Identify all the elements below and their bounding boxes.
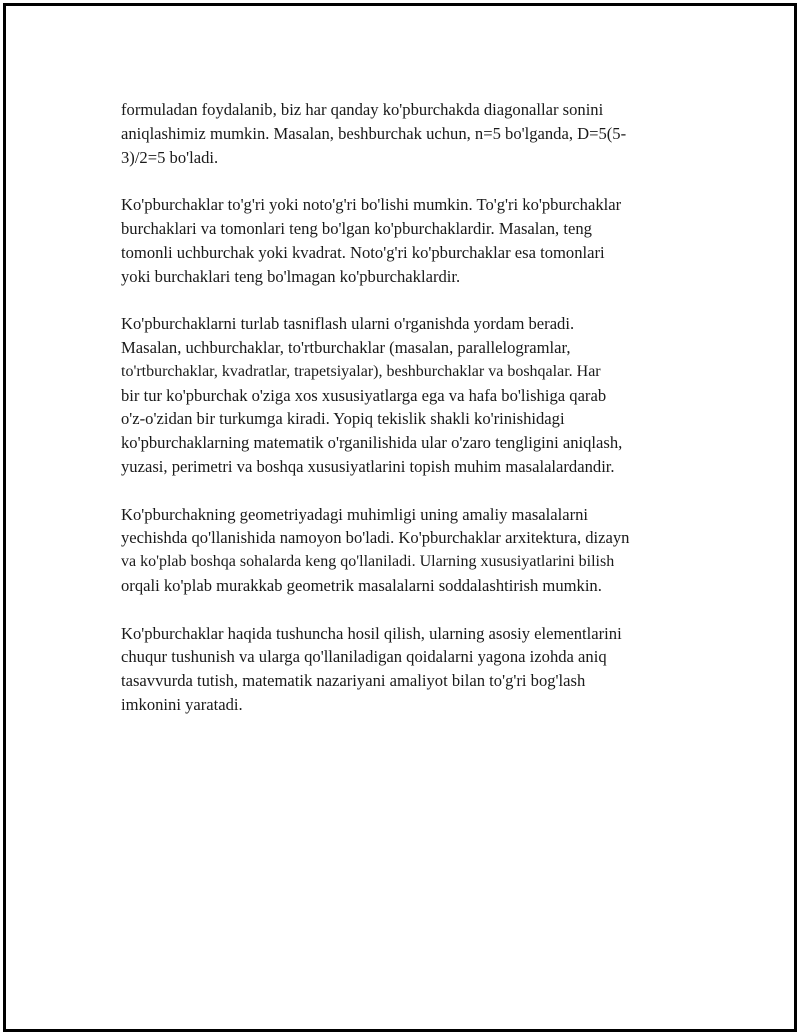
- text-line: tomonli uchburchak yoki kvadrat. Noto'g'ri ko'pburchaklar esa tomonlari: [121, 242, 605, 262]
- text-line: chuqur tushunish va ularga qo'llaniladigan qoidalarni yagona izohda aniq: [121, 647, 607, 667]
- text-line: Ko'pburchaklar haqida tushuncha hosil qilish, ularning asosiy elementlarini: [121, 623, 622, 643]
- page-frame: [3, 3, 797, 1032]
- text-line: ko'pburchaklarning matematik o'rganilishida ular o'zaro tengligini aniqlash,: [121, 433, 623, 453]
- text-line: Masalan, uchburchaklar, to'rtburchaklar (masalan, parallelogramlar,: [121, 337, 571, 357]
- text-line: va ko'plab boshqa sohalarda keng qo'llaniladi. Ularning xususiyatlarini bilish: [121, 553, 615, 571]
- paragraph-diagonals-formula: [121, 98, 696, 169]
- text-line: aniqlashimiz mumkin. Masalan, beshburchak uchun, n=5 bo'lganda, D=5(5-: [121, 123, 627, 143]
- text-line: tasavvurda tutish, matematik nazariyani amaliyot bilan to'g'ri bog'lash: [121, 671, 586, 691]
- paragraph-importance: [121, 503, 696, 598]
- text-line: imkonini yaratadi.: [121, 694, 243, 714]
- page-content: [121, 98, 696, 717]
- text-line: 3)/2=5 bo'ladi.: [121, 147, 219, 167]
- text-line: orqali ko'plab murakkab geometrik masalalarni soddalashtirish mumkin.: [121, 575, 602, 595]
- text-line: yuzasi, perimetri va boshqa xususiyatlarini topish muhim masalalardandir.: [121, 456, 615, 476]
- paragraph-regular-irregular: [121, 193, 696, 288]
- paragraph-conclusion: [121, 622, 696, 717]
- text-line: Ko'pburchaklar to'g'ri yoki noto'g'ri bo'lishi mumkin. To'g'ri ko'pburchaklar: [121, 195, 622, 215]
- text-line: bir tur ko'pburchak o'ziga xos xususiyatlarga ega va hafa bo'lishiga qarab: [121, 385, 607, 405]
- text-line: to'rtburchaklar, kvadratlar, trapetsiyalar), beshburchaklar va boshqalar. Har: [121, 362, 601, 380]
- text-line: yechishda qo'llanishida namoyon bo'ladi. Ko'pburchaklar arxitektura, dizayn: [121, 528, 630, 548]
- paragraph-classification: [121, 312, 696, 479]
- text-line: Ko'pburchakning geometriyadagi muhimligi uning amaliy masalalarni: [121, 504, 589, 524]
- text-line: yoki burchaklari teng bo'lmagan ko'pburchaklardir.: [121, 266, 461, 286]
- text-line: formuladan foydalanib, biz har qanday ko'pburchakda diagonallar sonini: [121, 100, 604, 119]
- text-line: o'z-o'zidan bir turkumga kiradi. Yopiq tekislik shakli ko'rinishidagi: [121, 409, 565, 429]
- text-line: Ko'pburchaklarni turlab tasniflash ularni o'rganishda yordam beradi.: [121, 314, 575, 334]
- text-line: burchaklari va tomonlari teng bo'lgan ko'pburchaklardir. Masalan, teng: [121, 218, 592, 238]
